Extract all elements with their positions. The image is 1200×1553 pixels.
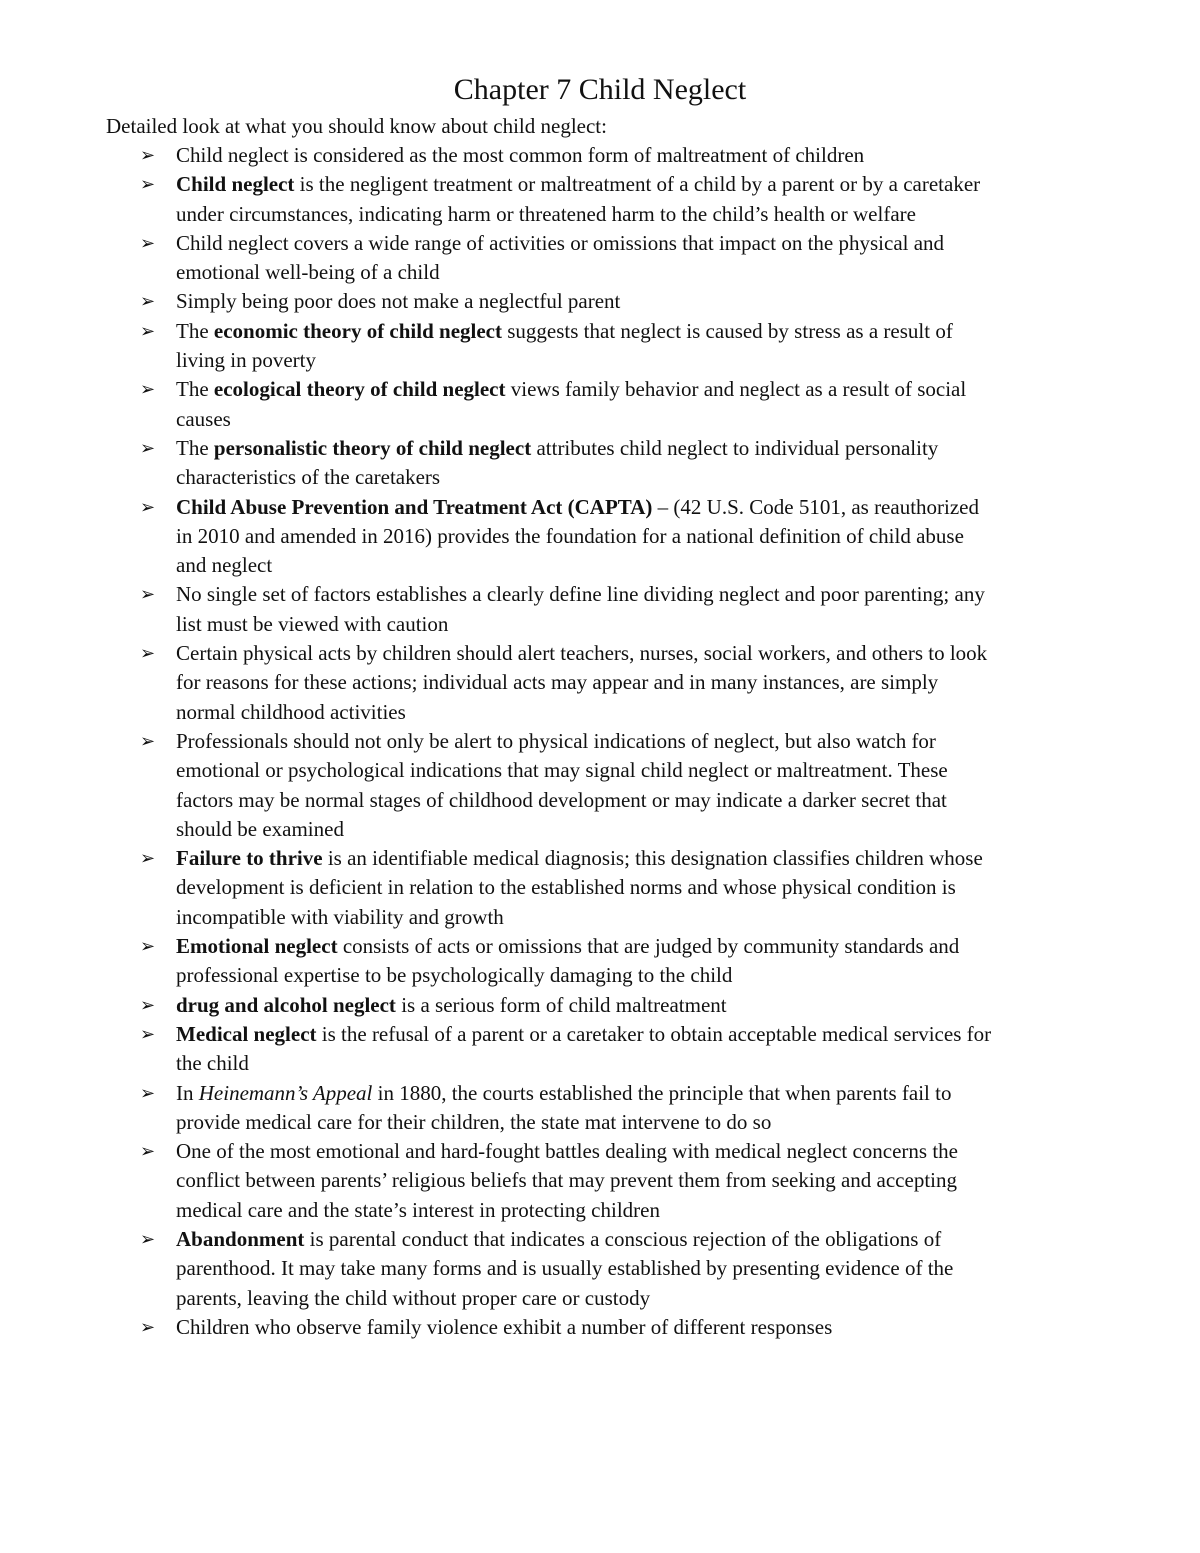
bold-term: ecological theory of child neglect: [213, 377, 506, 402]
text-segment: attributes child neglect to individual personality: [531, 435, 939, 460]
list-item: [106, 170, 1106, 229]
list-item: [106, 727, 1106, 844]
text-segment: suggests that neglect is caused by stress as a result of: [502, 318, 953, 343]
text-segment: parenthood. It may take many forms and is usually established by presenting evidence of the: [176, 1256, 954, 1281]
text-line: [176, 786, 1106, 815]
text-segment: provide medical care for their children, the state mat intervene to do so: [176, 1109, 772, 1134]
text-line: [176, 961, 1106, 990]
text-segment: medical care and the state’s interest in protecting children: [176, 1197, 660, 1222]
text-segment: causes: [176, 406, 231, 431]
text-segment: The: [176, 318, 214, 343]
arrow-bullet-icon: ➢: [140, 437, 156, 459]
text-line: [176, 229, 1106, 258]
text-line: [176, 1254, 1106, 1283]
list-item-text: [176, 844, 1106, 932]
text-line: [176, 317, 1106, 346]
text-segment: conflict between parents’ religious beliefs that may prevent them from seeking and accepting: [176, 1168, 957, 1193]
bold-term: Abandonment: [176, 1226, 305, 1251]
text-segment: consists of acts or omissions that are judged by community standards and: [337, 934, 960, 959]
text-segment: The: [176, 435, 214, 460]
intro-text: Detailed look at what you should know about child neglect:: [106, 114, 607, 138]
page-title: Chapter 7 Child Neglect: [453, 73, 747, 106]
list-item: [106, 317, 1106, 376]
list-item: [106, 991, 1106, 1020]
text-line: [176, 991, 1106, 1020]
text-segment: incompatible with viability and growth: [176, 904, 504, 929]
text-segment: for reasons for these actions; individual acts may appear and in many instances, are simply: [176, 670, 939, 695]
text-line: [176, 463, 1106, 492]
text-line: [176, 756, 1106, 785]
text-line: [176, 287, 1106, 316]
list-item-text: [176, 1313, 1106, 1342]
text-line: [176, 1020, 1106, 1049]
list-item-text: [176, 170, 1106, 229]
list-item-text: [176, 1079, 1106, 1138]
bold-term: drug and alcohol neglect: [176, 992, 396, 1017]
text-line: [176, 493, 1106, 522]
text-segment: the child: [176, 1051, 249, 1076]
arrow-bullet-icon: ➢: [140, 730, 156, 752]
list-item: [106, 1020, 1106, 1079]
list-item-text: [176, 932, 1106, 991]
arrow-bullet-icon: ➢: [140, 496, 156, 518]
text-line: [176, 727, 1106, 756]
arrow-bullet-icon: ➢: [140, 1082, 156, 1104]
arrow-bullet-icon: ➢: [140, 1228, 156, 1250]
text-segment: emotional or psychological indications that may signal child neglect or maltreatment. These: [176, 758, 948, 783]
arrow-bullet-icon: ➢: [140, 232, 156, 254]
list-item: [106, 639, 1106, 727]
list-item-text: [176, 991, 1106, 1020]
bold-term: Failure to thrive: [176, 846, 323, 871]
list-item: [106, 493, 1106, 581]
bold-term: Medical neglect: [176, 1021, 317, 1046]
text-segment: Simply being poor does not make a neglectful parent: [176, 289, 621, 314]
bullet-list: [106, 141, 1106, 1342]
arrow-bullet-icon: ➢: [140, 1141, 156, 1163]
arrow-bullet-icon: ➢: [140, 145, 156, 166]
text-line: [176, 639, 1106, 668]
text-segment: is parental conduct that indicates a conscious rejection of the obligations of: [304, 1226, 942, 1251]
text-segment: is an identifiable medical diagnosis; this designation classifies children whose: [322, 846, 983, 871]
text-line: [176, 1313, 1106, 1342]
list-item-text: [176, 1137, 1106, 1225]
text-segment: under circumstances, indicating harm or threatened harm to the child’s health or welfare: [176, 201, 916, 226]
text-line: [176, 375, 1106, 404]
text-line: [176, 903, 1106, 932]
text-line: [176, 932, 1106, 961]
text-line: [176, 668, 1106, 697]
list-item: [106, 434, 1106, 493]
list-item: [106, 844, 1106, 932]
text-line: [176, 698, 1106, 727]
text-line: [176, 522, 1106, 551]
list-item: [106, 932, 1106, 991]
text-segment: views family behavior and neglect as a result of social: [505, 377, 967, 402]
text-segment: living in poverty: [176, 348, 316, 373]
text-segment: should be examined: [176, 816, 344, 841]
text-segment: list must be viewed with caution: [176, 611, 449, 636]
text-segment: is the refusal of a parent or a caretaker to obtain acceptable medical services for: [316, 1021, 992, 1046]
arrow-bullet-icon: ➢: [140, 1023, 156, 1045]
text-line: [176, 551, 1106, 580]
text-segment: One of the most emotional and hard-fought battles dealing with medical neglect concerns the: [176, 1139, 959, 1164]
text-segment: in 1880, the courts established the principle that when parents fail to: [372, 1080, 952, 1105]
list-item: [106, 375, 1106, 434]
list-item-text: [176, 639, 1106, 727]
list-item-text: [176, 317, 1106, 376]
text-line: [176, 405, 1106, 434]
list-item-text: [176, 1225, 1106, 1313]
list-item-text: [176, 141, 1106, 170]
list-item-text: [176, 1020, 1106, 1079]
text-segment: is a serious form of child maltreatment: [395, 992, 727, 1017]
list-item: [106, 1137, 1106, 1225]
arrow-bullet-icon: ➢: [140, 320, 156, 342]
text-segment: development is deficient in relation to the established norms and whose physical condition is: [176, 875, 956, 900]
text-line: [176, 1137, 1106, 1166]
list-item: [106, 287, 1106, 316]
text-segment: is the negligent treatment or maltreatment of a child by a parent or by a caretaker: [294, 172, 981, 197]
list-item: [106, 1225, 1106, 1313]
text-line: [176, 580, 1106, 609]
text-segment: parents, leaving the child without proper care or custody: [176, 1285, 651, 1310]
text-line: [176, 1166, 1106, 1195]
list-item-text: [176, 287, 1106, 316]
arrow-bullet-icon: ➢: [140, 936, 156, 958]
arrow-bullet-icon: ➢: [140, 994, 156, 1016]
italic-term: Heinemann’s Appeal: [198, 1080, 373, 1105]
text-segment: in 2010 and amended in 2016) provides the foundation for a national definition of child abuse: [176, 523, 964, 548]
text-segment: – (42 U.S. Code 5101, as reauthorized: [652, 494, 980, 519]
text-line: [176, 434, 1106, 463]
text-line: [176, 1284, 1106, 1313]
text-line: [176, 346, 1106, 375]
text-segment: In: [176, 1080, 199, 1105]
text-line: [176, 1079, 1106, 1108]
list-item-text: [176, 229, 1106, 288]
arrow-bullet-icon: ➢: [140, 379, 156, 401]
list-item-text: [176, 434, 1106, 493]
text-line: [176, 610, 1106, 639]
text-segment: The: [176, 377, 214, 402]
text-segment: No single set of factors establishes a clearly define line dividing neglect and poor parenting; any: [176, 582, 985, 607]
list-item: [106, 580, 1106, 639]
bold-term: Emotional neglect: [176, 934, 338, 959]
text-segment: Professionals should not only be alert to physical indications of neglect, but also watch for: [176, 728, 936, 753]
text-line: [176, 873, 1106, 902]
list-item-text: [176, 493, 1106, 581]
text-line: [176, 815, 1106, 844]
arrow-bullet-icon: ➢: [140, 848, 156, 870]
text-line: [176, 200, 1106, 229]
text-line: [176, 1225, 1106, 1254]
text-line: [176, 141, 1106, 170]
text-line: [176, 844, 1106, 873]
bold-term: economic theory of child neglect: [213, 318, 502, 343]
list-item-text: [176, 580, 1106, 639]
text-segment: factors may be normal stages of childhood development or may indicate a darker secret that: [176, 787, 947, 812]
list-item: [106, 1313, 1106, 1342]
text-segment: professional expertise to be psychologically damaging to the child: [176, 963, 733, 988]
text-line: [176, 1049, 1106, 1078]
arrow-bullet-icon: ➢: [140, 174, 156, 196]
text-segment: and neglect: [176, 553, 273, 578]
bold-term: Child neglect: [176, 172, 295, 197]
text-segment: Certain physical acts by children should alert teachers, nurses, social workers, and others to look: [176, 641, 988, 666]
list-item: [106, 1079, 1106, 1138]
text-segment: Child neglect is considered as the most common form of maltreatment of children: [176, 143, 865, 167]
text-line: [176, 1196, 1106, 1225]
list-item: [106, 229, 1106, 288]
list-item-text: [176, 727, 1106, 844]
arrow-bullet-icon: ➢: [140, 291, 156, 313]
text-segment: Child neglect covers a wide range of activities or omissions that impact on the physical and: [176, 230, 945, 255]
arrow-bullet-icon: ➢: [140, 584, 156, 606]
list-item: [106, 141, 1106, 170]
arrow-bullet-icon: ➢: [140, 1316, 156, 1338]
list-item-text: [176, 375, 1106, 434]
bold-term: personalistic theory of child neglect: [213, 435, 532, 460]
text-segment: Children who observe family violence exhibit a number of different responses: [176, 1314, 833, 1339]
text-segment: emotional well-being of a child: [176, 260, 440, 285]
text-line: [176, 258, 1106, 287]
bold-term: Child Abuse Prevention and Treatment Act (CAPTA): [176, 494, 653, 519]
text-line: [176, 1108, 1106, 1137]
text-line: [176, 170, 1106, 199]
arrow-bullet-icon: ➢: [140, 643, 156, 665]
text-segment: characteristics of the caretakers: [176, 465, 441, 490]
text-segment: normal childhood activities: [176, 699, 406, 724]
